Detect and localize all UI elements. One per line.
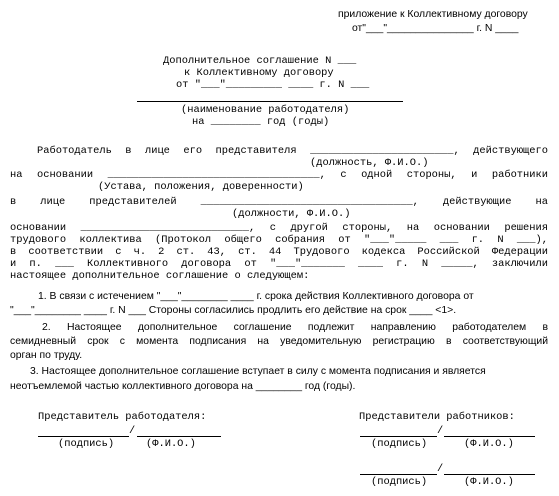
employer-slash: / bbox=[129, 425, 136, 437]
caption-positions-names: (должности, Ф.И.О.) bbox=[232, 208, 351, 220]
clause-2-line-1: 2. Настоящее дополнительное соглашение подлежит направлению работодателем в bbox=[42, 322, 548, 333]
preamble-line-7: и п. ___ Коллективного договора от "___"_______ ____ г. N _____, заключили bbox=[10, 258, 548, 270]
employer-signature-caption: (подпись) bbox=[58, 438, 115, 450]
appendix-line-1: приложение к Коллективному договору bbox=[338, 9, 528, 20]
agreement-title: Дополнительное соглашение N ___ bbox=[163, 55, 357, 67]
worker-1-signature-caption: (подпись) bbox=[371, 438, 428, 450]
employer-name-caption: (Ф.И.О.) bbox=[146, 438, 196, 450]
clause-2-line-3: орган по труду. bbox=[10, 350, 83, 361]
workers-representatives-label: Представители работников: bbox=[359, 411, 515, 423]
worker-2-name-line bbox=[444, 474, 535, 475]
preamble-line-1: Работодатель в лице его представителя _______________________, действующего bbox=[37, 145, 548, 157]
worker-2-slash: / bbox=[437, 463, 444, 475]
clause-1-line-2: "___"________ ____ г. N ___ Стороны согласились продлить его действие на срок ____ <1>. bbox=[10, 305, 457, 316]
preamble-line-2: на основании __________________________________, с одной стороны, и работники bbox=[10, 169, 548, 181]
employer-name-caption: (наименование работодателя) bbox=[181, 104, 350, 116]
clause-3-line-1: 3. Настоящее дополнительное соглашение вступает в силу с момента подписания и является bbox=[30, 366, 486, 377]
preamble-line-4: основании ___________________________, с другой стороны, на основании решения bbox=[10, 222, 548, 234]
preamble-line-6: в соответствии с ч. 2 ст. 43, ст. 44 Трудового кодекса Российской Федерации bbox=[10, 246, 548, 258]
worker-1-name-caption: (Ф.И.О.) bbox=[464, 438, 514, 450]
worker-1-signature-line bbox=[360, 436, 437, 437]
agreement-year: на ________ год (годы) bbox=[192, 116, 330, 128]
agreement-date-number: от "___"_________ ____ г. N ___ bbox=[176, 79, 370, 91]
clause-3-line-2: неотъемлемой частью коллективного договора на ________ год (годы). bbox=[10, 381, 356, 392]
preamble-line-5: трудового коллектива (Протокол общего собрания от "___"_____ ___ г. N ___), bbox=[10, 234, 548, 246]
worker-2-name-caption: (Ф.И.О.) bbox=[464, 476, 514, 488]
preamble-line-3: в лице представителей __________________________________, действующие на bbox=[10, 196, 548, 208]
preamble-line-8: настоящее дополнительное соглашение о следующем: bbox=[10, 270, 310, 282]
worker-2-signature-line bbox=[360, 474, 437, 475]
agreement-subtitle: к Коллективному договору bbox=[184, 67, 334, 79]
employer-signature-line bbox=[38, 436, 129, 437]
employer-name-line bbox=[137, 436, 221, 437]
worker-1-slash: / bbox=[437, 425, 444, 437]
clause-1-line-1: 1. В связи с истечением "___"________ ____ г. срока действия Коллективного договора от bbox=[38, 291, 474, 302]
employer-name-line bbox=[137, 101, 403, 102]
appendix-line-2: от"___"_______________ г. N ____ bbox=[352, 23, 519, 34]
clause-2-line-2: семидневный срок с момента подписания на уведомительную регистрацию в соответствующий bbox=[10, 336, 548, 347]
caption-position-name: (должность, Ф.И.О.) bbox=[310, 157, 429, 169]
caption-charter: (Устава, положения, доверенности) bbox=[98, 181, 304, 193]
worker-2-signature-caption: (подпись) bbox=[371, 476, 428, 488]
worker-1-name-line bbox=[444, 436, 535, 437]
employer-representative-label: Представитель работодателя: bbox=[38, 411, 207, 423]
